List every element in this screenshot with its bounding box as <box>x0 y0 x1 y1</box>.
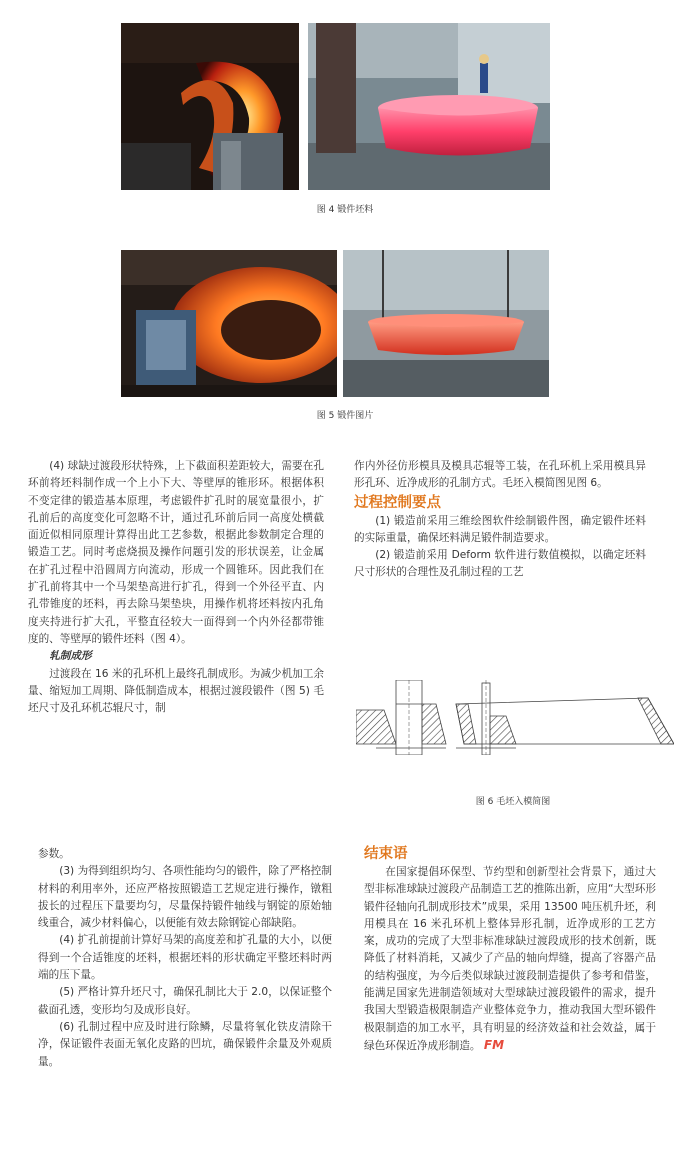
paragraph: (3) 为得到组织均匀、各项性能均匀的锻件，除了严格控制材料的利用率外，还应严格按照锻造工艺规定进行操作，镦粗拔长的过程压下量要均匀，尽量保持锻件轴线与钢锭的原始轴线重合，减少材料偏心，以便能有效去除钢锭心部缺陷。 <box>38 865 332 930</box>
paragraph: (2) 锻造前采用 Deform 软件进行数值模拟，以确定坯料尺寸形状的合理性及孔制过程的工艺 <box>354 549 646 579</box>
subheading: 轧制成形 <box>49 650 92 663</box>
left-column-top <box>28 458 324 717</box>
left-column-bottom <box>38 846 332 1071</box>
fig4-photo-right <box>308 23 550 190</box>
right-column-top <box>354 458 646 582</box>
fig5-photo-right <box>343 250 549 397</box>
paragraph: (5) 严格计算升坯尺寸，确保孔制比大于 2.0，以保证整个截面孔透，变形均匀及成形良好。 <box>38 986 332 1016</box>
section-heading: 结束语 <box>364 846 408 862</box>
fig5-caption: 图 5 锻件图片 <box>316 411 374 421</box>
fm-logo: FM <box>483 1037 505 1052</box>
paragraph: 在国家提倡环保型、节约型和创新型社会背景下，通过大型非标准球缺过渡段产品制造工艺的推陈出新，应用“大型环形锻件径轴向孔制成形技术”成果，采用 13500 吨压机升坯，利用模具在 16 米孔环机上整体异形孔制，近净成形的工艺方案，成功的完成了大型非标准球缺过渡段成形的技术创新，既降低了材料消耗，又减少了产品的轴向焊缝，提高了容器产品的结构强度，为今后类似球缺过渡段制造提供了参考和借鉴，能满足国家先进制造领域对大型球缺过渡段锻件的需求，提升我国大型锻造极限制造产业整体竞争力，推动我国大型环锻件极限制造的加工水平，具有明显的经济效益和社会效益，属于绿色环保近净成形制造。 <box>364 866 656 1052</box>
fig6-diagram <box>356 680 674 755</box>
paragraph: 过渡段在 16 米的孔环机上最终孔制成形。为减少机加工余量、缩短加工周期、降低制造成本，根据过渡段锻件（图 5) 毛坯尺寸及孔环机芯辊尺寸，制 <box>28 667 324 715</box>
paragraph: (4) 球缺过渡段形状特殊，上下截面积差距较大，需要在孔环前将坯料制作成一个上小下大、等壁厚的锥形环。根据体积不变定律的锻造基本原理，考虑锻件扩孔时的展宽量很小，扩孔前后的高度变化可忽略不计，通过孔环前后同一高度处横截面近似相同原理计算得出此工艺参数，根据此参数制定合理的锻造工艺。同时考虑烧损及操作问题引发的形状误差，让金属在扩孔过程中沿圆周方向流动，形成一个圆锥环。因此我们在扩孔前将其中一个马架垫高进行扩孔，得到一个外径平直、内孔带锥度的坯料，再去除马架垫块，用操作机将坯料按内孔角度夹持进行扩大孔，平整直径较大一面得到一个内外径都带锥度的、等壁厚的锻件坯料（图 4）。 <box>28 460 324 645</box>
fig4-caption: 图 4 锻件坯料 <box>316 205 374 215</box>
paragraph: (4) 扩孔前提前计算好马架的高度差和扩孔量的大小，以便得到一个合适锥度的坯料，根据坯料的形状确定平整坯料时两端的压下量。 <box>38 934 332 982</box>
paragraph: 作内外径仿形模具及模具芯辊等工装，在孔环机上采用模具异形孔环、近净成形的孔制方式。毛坯入模简图见图 6。 <box>354 460 646 490</box>
paragraph: (6) 孔制过程中应及时进行除鳞，尽量将氧化铁皮清除干净，保证锻件表面无氧化皮路的凹坑，确保锻件余量及外观质量。 <box>38 1020 332 1068</box>
fig6-caption: 图 6 毛坯入模简图 <box>475 797 551 807</box>
fig5-photo-left <box>121 250 337 397</box>
section-heading: 过程控制要点 <box>354 494 441 511</box>
right-column-bottom <box>364 844 656 1055</box>
paragraph: (1) 锻造前采用三维绘图软件绘制锻件图，确定锻件坯料的实际重量，确保坯料满足锻件制造要求。 <box>354 514 646 544</box>
paragraph: 参数。 <box>38 848 70 860</box>
fig4-photo-left <box>121 23 299 190</box>
